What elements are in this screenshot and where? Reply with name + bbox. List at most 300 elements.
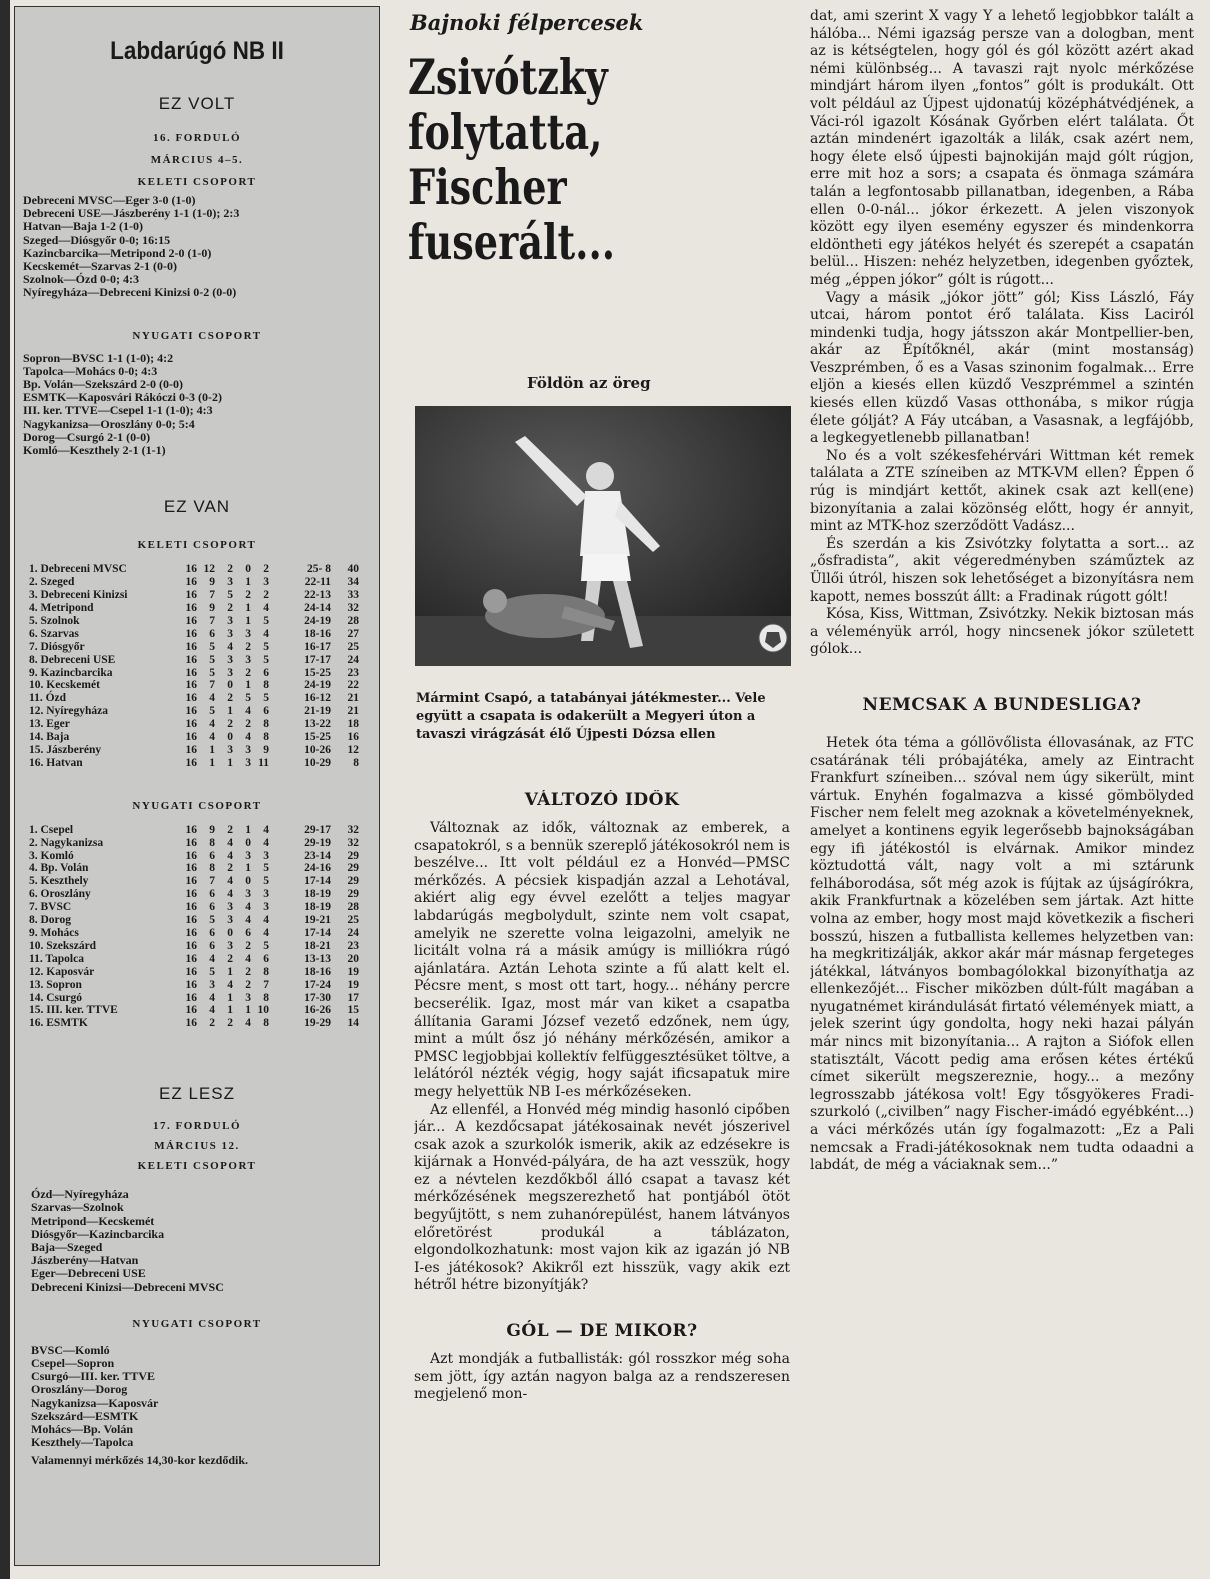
stat: 7 <box>209 679 215 692</box>
points: 28 <box>347 614 359 627</box>
standings-row <box>29 824 359 837</box>
stat: 7 <box>209 875 215 888</box>
ez-van-east-label: KELETI CSOPORT <box>137 539 257 552</box>
stat: 7 <box>209 614 215 627</box>
stat: 3 <box>263 901 269 914</box>
paragraph: Vagy a másik „jókor jött” gól; Kiss László, Fáy utcai, három pontot érő találata. Kiss Laciról mindenki tudja, hogy játsszon akár Montpellier-ben, akár az Építőknél, akár (mint mostanság) Veszprémben, ő es a Vasas szinonim fogalmak... Erre eljön a kiesés ellen küzdő Veszprémmel a szintén kiesés ellen küzdő Vasas otthonába, s mikor rúgja élete gólját? A Fáy utcában, a Vasasnak, a legfájóbb, a legkegyetlenebb pillanatban! <box>810 289 1194 447</box>
stat: 1 <box>245 1004 251 1017</box>
team-name: 6. Szarvas <box>29 627 79 640</box>
goals: 18-19 <box>304 888 331 901</box>
stat: 16 <box>185 640 197 653</box>
stat: 2 <box>245 640 251 653</box>
stat: 3 <box>245 888 251 901</box>
stat: 1 <box>209 743 215 756</box>
stat: 4 <box>227 849 233 862</box>
stat: 1 <box>227 1004 233 1017</box>
stat: 3 <box>227 576 233 589</box>
points: 40 <box>347 563 359 576</box>
standings-row <box>29 602 359 615</box>
stat: 5 <box>263 692 269 705</box>
team-name: 9. Kazincbarcika <box>29 666 113 679</box>
stat: 0 <box>227 927 233 939</box>
points: 19 <box>347 965 359 978</box>
stat: 16 <box>185 939 197 952</box>
goals: 18-16 <box>304 965 331 978</box>
result-line: Debreceni USE—Jászberény 1-1 (1-0); 2:3 <box>23 206 240 221</box>
team-name: 15. III. ker. TTVE <box>29 1004 118 1017</box>
headline-line: folytatta, <box>408 103 603 161</box>
fixture-line: Szarvas—Szolnok <box>31 1200 124 1215</box>
stat: 3 <box>227 666 233 679</box>
standings-row <box>29 953 359 966</box>
points: 15 <box>347 1004 359 1017</box>
standings-row <box>29 875 359 888</box>
stat: 5 <box>209 640 215 653</box>
fixture-line: Nagykanizsa—Kaposvár <box>31 1395 159 1410</box>
points: 17 <box>347 991 359 1004</box>
stat: 5 <box>263 875 269 888</box>
goals: 24-16 <box>304 862 331 875</box>
stat: 2 <box>227 1017 233 1030</box>
ez-van-heading: EZ VAN <box>163 497 231 517</box>
stat: 3 <box>227 653 233 666</box>
goals: 24-14 <box>304 601 331 614</box>
stat: 1 <box>245 614 251 627</box>
stat: 3 <box>227 743 233 756</box>
stat: 3 <box>227 901 233 914</box>
stat: 16 <box>185 901 197 914</box>
goals: 24-19 <box>304 679 331 692</box>
fixture-line: Ózd—Nyíregyháza <box>31 1187 129 1202</box>
goals: 25- 8 <box>307 563 331 576</box>
points: 23 <box>347 939 359 952</box>
photo-caption: Mármint Csapó, a tatabányai játékmester... Vele együtt a csapata is odakerült a Megyeri úton a tavaszi virágzását élő Újpesti Dózsa ellen <box>416 691 766 742</box>
stat: 2 <box>245 666 251 679</box>
section-title-gol-de-mikor: GÓL — DE MIKOR? <box>506 1321 698 1342</box>
fixture-line: Jászberény—Hatvan <box>31 1253 139 1268</box>
stat: 4 <box>245 914 251 927</box>
stat: 4 <box>227 978 233 991</box>
stat: 3 <box>227 614 233 627</box>
stat: 6 <box>245 927 251 939</box>
stat: 5 <box>209 653 215 666</box>
stat: 6 <box>263 666 269 679</box>
stat: 16 <box>185 679 197 692</box>
stat: 4 <box>245 1017 251 1030</box>
stat: 5 <box>209 965 215 978</box>
paragraph: Azt mondják a futballisták: gól rosszkor még soha sem jött, így aztán nagyon balga az a rendszeresen megjelenő mon- <box>414 1351 790 1403</box>
points: 12 <box>347 743 359 756</box>
standings-row <box>29 940 359 953</box>
team-name: 11. Tapolca <box>29 952 84 965</box>
stat: 9 <box>209 823 215 836</box>
stat: 16 <box>185 965 197 978</box>
points: 23 <box>347 666 359 679</box>
ez-lesz-round: 17. FORDULÓ <box>153 1120 241 1133</box>
goals: 19-29 <box>304 1017 331 1030</box>
points: 22 <box>347 679 359 692</box>
points: 18 <box>347 718 359 731</box>
team-name: 2. Szeged <box>29 576 75 589</box>
fixture-line: Keszthely—Tapolca <box>31 1435 134 1450</box>
result-line: Komló—Keszthely 2-1 (1-1) <box>23 443 166 458</box>
stat: 4 <box>263 836 269 849</box>
middle-column <box>414 790 790 1579</box>
result-line: Dorog—Csurgó 2-1 (0-0) <box>23 429 151 444</box>
fixture-line: Diósgyőr—Kazincbarcika <box>31 1226 165 1241</box>
standings-row <box>29 757 359 770</box>
standings-row <box>29 718 359 731</box>
stat: 5 <box>209 914 215 927</box>
ez-lesz-east-fixtures <box>15 1188 379 1294</box>
stat: 16 <box>185 627 197 640</box>
goals: 24-19 <box>304 614 331 627</box>
stat: 7 <box>209 589 215 602</box>
stat: 5 <box>209 705 215 718</box>
stat: 12 <box>203 563 215 576</box>
stat: 16 <box>185 614 197 627</box>
stat: 4 <box>209 991 215 1004</box>
standings-row <box>29 692 359 705</box>
result-line: Nagykanizsa—Oroszlány 0-0; 5:4 <box>23 416 195 431</box>
team-name: 5. Keszthely <box>29 875 89 888</box>
stat: 3 <box>245 991 251 1004</box>
stat: 4 <box>263 914 269 927</box>
stat: 16 <box>185 563 197 576</box>
points: 28 <box>347 901 359 914</box>
match-photo <box>415 406 791 666</box>
stat: 4 <box>245 731 251 744</box>
goals: 17-24 <box>304 978 331 991</box>
stat: 2 <box>245 965 251 978</box>
fixture-line: Mohács—Bp. Volán <box>31 1422 134 1437</box>
team-name: 12. Kaposvár <box>29 965 95 978</box>
goals: 15-25 <box>304 731 331 744</box>
fixture-line: BVSC—Komló <box>31 1342 110 1357</box>
team-name: 5. Szolnok <box>29 614 80 627</box>
team-name: 12. Nyíregyháza <box>29 705 109 718</box>
team-name: 3. Debreceni Kinizsi <box>29 589 128 602</box>
team-name: 10. Kecskemét <box>29 679 100 692</box>
stat: 5 <box>209 666 215 679</box>
stat: 16 <box>185 849 197 862</box>
team-name: 7. Diósgyőr <box>29 640 85 653</box>
standings-row <box>29 862 359 875</box>
stat: 2 <box>227 718 233 731</box>
standings-row <box>29 654 359 667</box>
section-body <box>414 820 790 1295</box>
goals: 18-16 <box>304 627 331 640</box>
stat: 4 <box>227 875 233 888</box>
stat: 1 <box>227 705 233 718</box>
stat: 9 <box>209 576 215 589</box>
points: 25 <box>347 640 359 653</box>
points: 14 <box>347 1017 359 1030</box>
kickoff-note: Valamennyi mérkőzés 14,30-kor kezdődik. <box>31 1452 249 1467</box>
article-body <box>810 735 1194 1175</box>
goals: 21-19 <box>304 705 331 718</box>
points: 8 <box>353 756 359 769</box>
standings-row <box>29 563 359 576</box>
result-line: Szolnok—Ózd 0-0; 4:3 <box>23 272 140 287</box>
stat: 16 <box>185 952 197 965</box>
stat: 10 <box>257 1004 269 1017</box>
result-line: Kecskemét—Szarvas 2-1 (0-0) <box>23 259 177 274</box>
team-name: 13. Sopron <box>29 978 82 991</box>
team-name: 9. Mohács <box>29 927 79 939</box>
fixture-line: Szekszárd—ESMTK <box>31 1408 139 1423</box>
stat: 4 <box>227 888 233 901</box>
fixture-line: Oroszlány—Dorog <box>31 1382 128 1397</box>
stat: 16 <box>185 1017 197 1030</box>
standings-row <box>29 914 359 927</box>
right-column <box>810 8 1194 1579</box>
standings-row <box>29 850 359 863</box>
points: 32 <box>347 823 359 836</box>
points: 27 <box>347 627 359 640</box>
stat: 16 <box>185 743 197 756</box>
points: 20 <box>347 952 359 965</box>
result-line: Hatvan—Baja 1-2 (1-0) <box>23 219 143 234</box>
stat: 16 <box>185 576 197 589</box>
points: 29 <box>347 862 359 875</box>
standings-row <box>29 927 359 940</box>
stat: 1 <box>227 991 233 1004</box>
stat: 6 <box>263 705 269 718</box>
article-body <box>810 8 1194 659</box>
goals: 17-17 <box>304 653 331 666</box>
goals: 17-14 <box>304 875 331 888</box>
stat: 2 <box>227 601 233 614</box>
paragraph: Változnak az idők, változnak az emberek, a csapatokról, s a bennük szereplő játékosokról nem is beszélve... Itt volt például ez a Honvéd—PMSC mérkőzés. A pécsiek kispadján azzal a Lehotával, akiért alig egy évvel ezelőtt a teljes magyar labdarúgás megbolydult, szinte nem volt csapat, amelyik ne szerette volna leigazolni, amelyik ne licitált volna rá a másik amúgy is milliókra rúgó ajánlatára. Aztán Lehota szinte a fű alatt kelt el. Pécsre ment, s most ott tart, hogy... néhány percre becserélik. Igaz, most már van kiket a csapatba állítania Garami József vezető edzőnek, nem úgy, mint a múlt ősz jó néhány mérkőzésén, amikor a PMSC legjobbjai kollektív felfüggesztésüket töltve, a lelátóról nézték végig, hogy saját ificsapatuk mire megy helyettük NB I-es mérkőzéseken. <box>414 820 790 1100</box>
fixture-line: Csurgó—III. ker. TTVE <box>31 1369 156 1384</box>
stat: 5 <box>245 692 251 705</box>
stat: 7 <box>263 978 269 991</box>
goals: 13-13 <box>304 952 331 965</box>
goals: 16-17 <box>304 640 331 653</box>
paragraph: Az ellenfél, a Honvéd még mindig hasonló cipőben jár... A kezdőcsapat játékosainak nevét jószerivel csak azok a szurkolók ismerik, akik az edzésekre is kijárnak a Honvéd-pályára, de ha azt vesszük, hogy ez a névtelen kezdőkből álló csapat a tavasz két mérkőzésének megszerezhető hat pontjából ötöt begyűjtött, s nem zuhanórepülést, hanem látványos előretörést produkál a táblázaton, elgondolkozhatunk: most vajon kik az igazán jó NB I-es játékosok? Akikről ezt hisszük, vagy akik ezt hétről hétre bizonyítják? <box>414 1101 790 1294</box>
paragraph: Kósa, Kiss, Wittman, Zsivótzky. Nekik biztosan más a véleményük arról, hogy nincsenek jókor született gólok... <box>810 606 1194 658</box>
fixture-line: Csepel—Sopron <box>31 1356 115 1371</box>
stat: 3 <box>227 914 233 927</box>
stat: 16 <box>185 991 197 1004</box>
stat: 5 <box>227 589 233 602</box>
standings-row <box>29 992 359 1005</box>
stat: 8 <box>263 991 269 1004</box>
result-line: Kazincbarcika—Metripond 2-0 (1-0) <box>23 245 212 260</box>
stat: 3 <box>209 978 215 991</box>
section-title-nemcsak-a-bundesliga: NEMCSAK A BUNDESLIGA? <box>862 694 1142 715</box>
stat: 9 <box>209 601 215 614</box>
stat: 1 <box>209 756 215 769</box>
points: 16 <box>347 731 359 744</box>
ez-volt-east-results <box>15 194 379 300</box>
section-title-valtozo-idok: VÁLTOZÓ IDŐK <box>524 790 680 810</box>
team-name: 6. Oroszlány <box>29 888 91 901</box>
stat: 0 <box>245 563 251 576</box>
goals: 23-14 <box>304 849 331 862</box>
page-fold-edge <box>0 0 10 1579</box>
stat: 2 <box>209 1017 215 1030</box>
stat: 3 <box>245 756 251 769</box>
team-name: 16. Hatvan <box>29 756 83 769</box>
ez-volt-west-label: NYUGATI CSOPORT <box>132 329 262 342</box>
stat: 1 <box>227 965 233 978</box>
ez-volt-heading: EZ VOLT <box>158 94 236 113</box>
stat: 4 <box>263 627 269 640</box>
stat: 0 <box>245 836 251 849</box>
stat: 0 <box>245 875 251 888</box>
stat: 16 <box>185 1004 197 1017</box>
points: 21 <box>347 705 359 718</box>
stat: 2 <box>227 952 233 965</box>
result-line: III. ker. TTVE—Csepel 1-1 (1-0); 4:3 <box>23 403 213 418</box>
team-name: 14. Csurgó <box>29 991 83 1004</box>
stat: 4 <box>227 640 233 653</box>
stat: 4 <box>245 901 251 914</box>
stat: 3 <box>227 939 233 952</box>
stat: 11 <box>258 756 269 769</box>
stat: 6 <box>209 901 215 914</box>
stat: 4 <box>245 952 251 965</box>
stat: 4 <box>209 731 215 744</box>
stat: 8 <box>263 718 269 731</box>
ez-volt-round: 16. FORDULÓ <box>153 132 241 144</box>
ez-lesz-date: MÁRCIUS 12. <box>154 1140 240 1153</box>
goals: 13-22 <box>304 718 331 731</box>
headline <box>408 50 704 270</box>
stat: 16 <box>185 927 197 939</box>
stat: 3 <box>245 653 251 666</box>
standings-row <box>29 641 359 654</box>
headline-line: fuserált... <box>408 213 616 271</box>
team-name: 10. Szekszárd <box>29 939 97 952</box>
stat: 3 <box>245 743 251 756</box>
goals: 29-19 <box>304 836 331 849</box>
stat: 16 <box>185 756 197 769</box>
points: 32 <box>347 601 359 614</box>
team-name: 13. Eger <box>29 718 70 731</box>
stat: 16 <box>185 705 197 718</box>
team-name: 1. Debreceni MVSC <box>29 563 127 576</box>
headline-line: Zsivótzky <box>408 48 608 106</box>
team-name: 8. Dorog <box>29 914 71 927</box>
stat: 2 <box>227 563 233 576</box>
stat: 16 <box>185 718 197 731</box>
standings-row <box>29 705 359 718</box>
goals: 18-21 <box>304 939 331 952</box>
standings-row <box>29 888 359 901</box>
points: 29 <box>347 888 359 901</box>
points: 29 <box>347 849 359 862</box>
stat: 6 <box>209 627 215 640</box>
east-standings-table <box>29 563 359 770</box>
sidebar-title: Labdarúgó NB II <box>110 37 284 65</box>
standings-row <box>29 628 359 641</box>
stat: 6 <box>209 939 215 952</box>
team-name: 4. Metripond <box>29 601 94 614</box>
stat: 8 <box>263 965 269 978</box>
goals: 19-21 <box>304 914 331 927</box>
stat: 3 <box>263 888 269 901</box>
results-sidebar <box>14 6 380 1566</box>
stat: 4 <box>245 705 251 718</box>
stat: 4 <box>263 823 269 836</box>
standings-row <box>29 901 359 914</box>
standings-row <box>29 589 359 602</box>
stat: 2 <box>263 589 269 602</box>
stat: 2 <box>263 563 269 576</box>
stat: 3 <box>245 849 251 862</box>
stat: 16 <box>185 836 197 849</box>
stat: 1 <box>245 679 251 692</box>
photo-title: Földön az öreg <box>527 374 651 392</box>
standings-row <box>29 667 359 680</box>
stat: 4 <box>263 601 269 614</box>
stat: 6 <box>209 888 215 901</box>
stat: 1 <box>245 823 251 836</box>
goals: 17-30 <box>304 991 331 1004</box>
standings-row <box>29 837 359 850</box>
paragraph: No és a volt székesfehérvári Wittman két remek találata a ZTE színeiben az MTK-VM ellen? Éppen ő rúg is mindjárt kettőt, akinek csak azt kell(ene) bizonyítania a zalai közönség előtt, hogy ér annyit, mint az MTK-hoz szerződött Vadász... <box>810 447 1194 535</box>
points: 32 <box>347 836 359 849</box>
goals: 29-17 <box>304 823 331 836</box>
stat: 16 <box>185 601 197 614</box>
stat: 4 <box>209 1004 215 1017</box>
stat: 16 <box>185 666 197 679</box>
result-line: Tapolca—Mohács 0-0; 4:3 <box>23 363 158 378</box>
stat: 4 <box>263 927 269 939</box>
stat: 16 <box>185 731 197 744</box>
standings-row <box>29 979 359 992</box>
team-name: 14. Baja <box>29 731 70 744</box>
paragraph: Hetek óta téma a góllövőlista éllovasának, az FTC csatárának téli próbajátéka, amely az Eintracht Frankfurt színeiben... szóval nem úgy sikerült, mint vártuk. Enyhén fogalmazva a kissé gömbölyded Fischer nem felelt meg azoknak a követelményeknek, amelyet a kontinens egyik legerősebb bajnokságában egy ifi játékostól is elvárnak. Amikor mindez köztudottá vált, nagy volt a mi sztárunk felháborodása, sőt még azok is fújtak az újságírókra, akik Frankfurtnak a közelében sem jártak. Azt hitte volna az ember, hogy most majd következik a fischeri bosszú, hiszen a futballista kellemes helyzetben van: ha megkritizálják, akkor akár már másnap fergeteges játékkal, látványos bombagólokkal bizonyíthatja az ellenkezőjét... Fischer miközben dúlt-fúlt magában a nyugatnémet kirándulását firtató vélemények miatt, a jelek szerint úgy gondolta, hogy neki hazai pályán már nincs mit bizonyítania... A rajton a Siófok ellen statisztált, Vácott pedig ama erősen kétes értékű címet sikerült megszereznie, hogy... a mezőny legrosszabb játékosa volt! Egy tősgyökeres Fradi-szurkoló („civilben” nagy Fischer-imádó egyébként...) a váci mérkőzés után így fogalmazott: „Ez a Pali nemcsak a Fradi-játékosoknak nem tudta odaadni a labdát, de még a váciaknak sem...” <box>810 734 1194 1174</box>
team-name: 3. Komló <box>29 849 74 862</box>
stat: 3 <box>263 576 269 589</box>
ez-lesz-west-fixtures <box>15 1344 379 1450</box>
result-line: Nyíregyháza—Debreceni Kinizsi 0-2 (0-0) <box>23 285 237 300</box>
result-line: Bp. Volán—Szekszárd 2-0 (0-0) <box>23 377 184 392</box>
fixture-line: Eger—Debreceni USE <box>31 1266 146 1281</box>
goals: 17-14 <box>304 927 331 939</box>
stat: 2 <box>227 823 233 836</box>
stat: 1 <box>227 756 233 769</box>
stat: 16 <box>185 862 197 875</box>
goals: 16-26 <box>304 1004 331 1017</box>
stat: 16 <box>185 978 197 991</box>
goals: 10-26 <box>304 743 331 756</box>
standings-row <box>29 576 359 589</box>
standings-row <box>29 966 359 979</box>
ez-lesz-west-label: NYUGATI CSOPORT <box>132 1317 262 1330</box>
ez-volt-east-label: KELETI CSOPORT <box>137 176 257 188</box>
stat: 5 <box>263 640 269 653</box>
points: 24 <box>347 927 359 939</box>
paragraph: dat, ami szerint X vagy Y a lehető legjobbkor talált a hálóba... Némi igazság persze van a dologban, ment az is kétségtelen, hogy gól és gól között azért akad némi különbség... A tavaszi rajt nyolc mérkőzése mindjárt három ilyen „fontos” gólt is produkált. Ott volt például az Újpest ujdonatúj középhátvédjének, a Váci-ról igazolt Kósának Győrben elért találata. Őt aztán mindenért igazolták a lilák, csak azért nem, hogy élete első újpesti bajnokiján majd gólt rúgjon, erre mit hoz a sors; a csapata és önmaga számára talán a legfontosabb pillanatban, idegenben, a Rába ellen 0-0-nál... jókor érkezett. A jelen viszonyok között egy ilyen esemény egyszer és mindenkorra eldöntheti egy játékos helyét és szerepét a csapatán belül... Hiszen: nehéz helyzetben, idegenben győztek, még „éppen jókor” gólt is rúgott... <box>810 8 1194 288</box>
ez-lesz-heading: EZ LESZ <box>159 1084 235 1104</box>
ez-volt-west-results <box>15 352 379 458</box>
stat: 8 <box>263 679 269 692</box>
goals: 18-19 <box>304 901 331 914</box>
stat: 2 <box>245 718 251 731</box>
standings-row <box>29 615 359 628</box>
stat: 1 <box>245 576 251 589</box>
goals: 15-25 <box>304 666 331 679</box>
points: 34 <box>347 576 359 589</box>
result-line: ESMTK—Kaposvári Rákóczi 0-3 (0-2) <box>23 390 222 405</box>
stat: 2 <box>245 939 251 952</box>
goals: 16-12 <box>304 692 331 705</box>
